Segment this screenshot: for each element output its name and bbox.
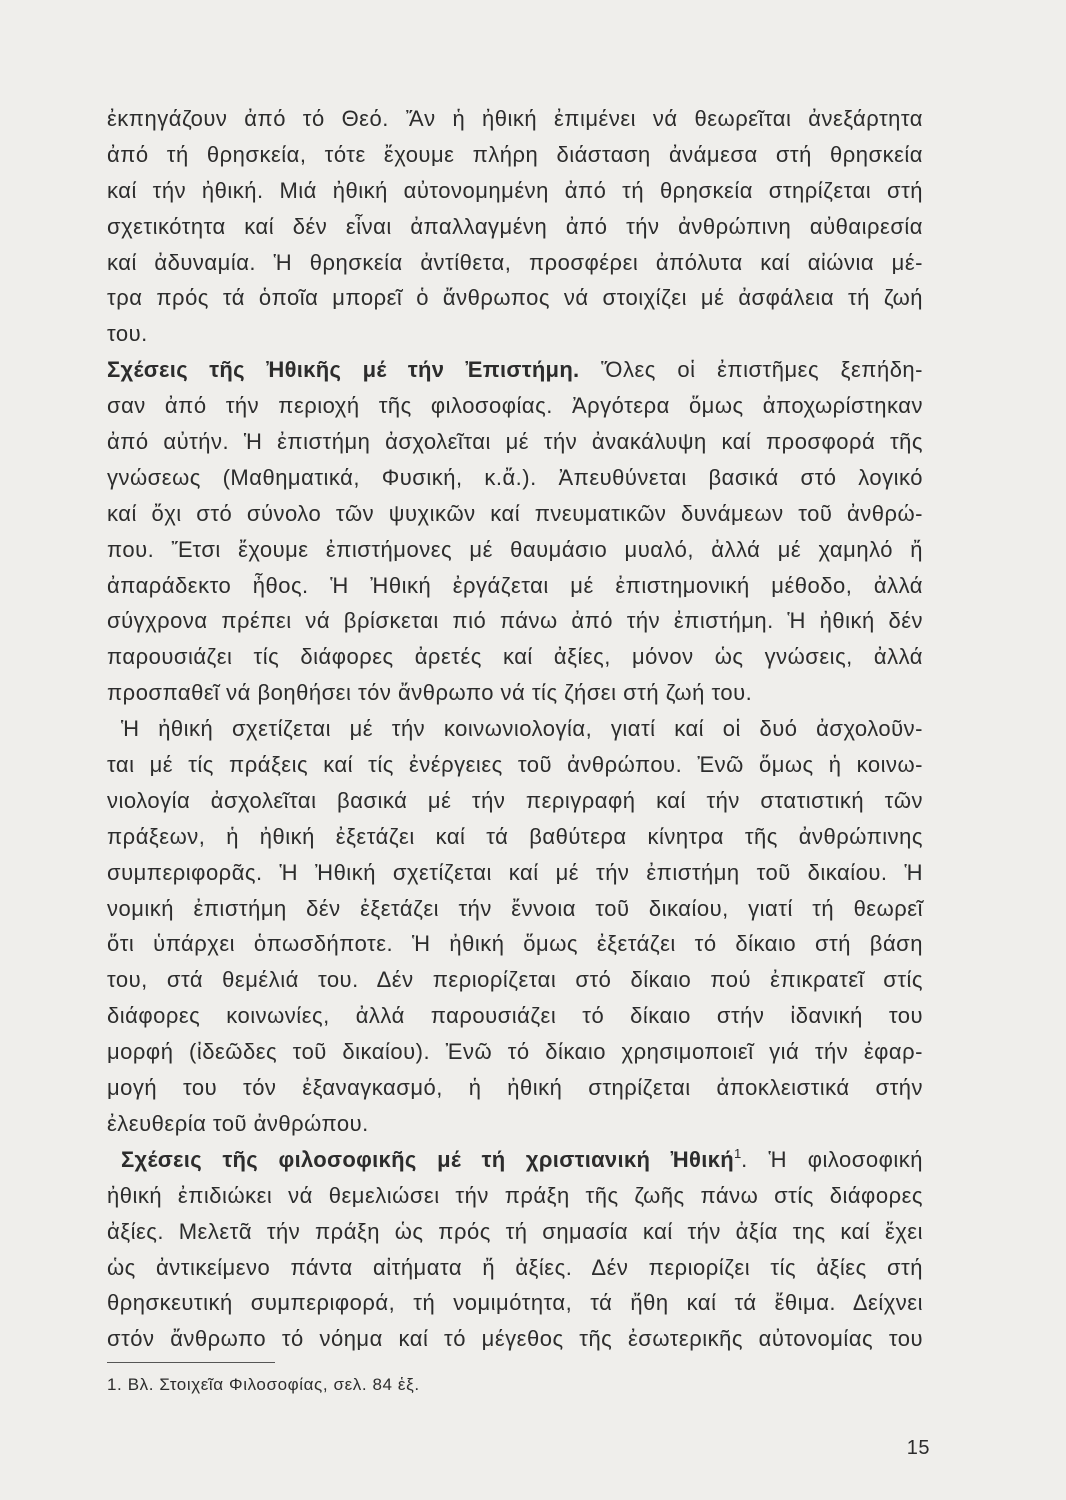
footnote-rule <box>107 1362 275 1363</box>
text-line: καί τήν ἠθική. Μιά ἠθική αὐτονομημένη ἀπό τή θρησκεία στηρίζεται στή <box>107 177 923 203</box>
text-line: συμπεριφορᾶς. Ἡ Ἠθική σχετίζεται καί μέ τήν ἐπιστήμη τοῦ δικαίου. Ἡ <box>107 859 923 885</box>
paragraph <box>107 101 923 352</box>
text-line: ἀξίες. Μελετᾶ τήν πράξη ὡς πρός τή σημασία καί τήν ἀξία της καί ἔχει <box>107 1218 923 1244</box>
section-heading: Σχέσεις τῆς Ἠθικῆς μέ τήν Ἐπιστήμη. <box>107 357 580 383</box>
section-heading: Σχέσεις τῆς φιλοσοφικῆς μέ τή χριστιανική Ἠθική <box>121 1146 734 1172</box>
paragraph <box>107 1142 923 1357</box>
text-line: ἀπαράδεκτο ἦθος. Ἡ Ἠθική ἐργάζεται μέ ἐπιστημονική μέθοδο, ἀλλά <box>107 572 923 598</box>
footnote-marker: 1. <box>107 1375 123 1394</box>
text-line: γνώσεως (Μαθηματικά, Φυσική, κ.ἄ.). Ἀπευθύνεται βασικά στό λογικό <box>107 464 923 490</box>
footnote <box>107 1374 420 1396</box>
text-line: παρουσιάζει τίς διάφορες ἀρετές καί ἀξίες, μόνον ὡς γνώσεις, ἀλλά <box>107 644 923 670</box>
paragraph <box>107 711 923 1142</box>
footnote-text: Βλ. Στοιχεῖα Φιλοσοφίας, σελ. 84 ἑξ. <box>127 1375 420 1394</box>
text-line: σχετικότητα καί δέν εἶναι ἀπαλλαγμένη ἀπό τήν ἀνθρώπινη αὐθαιρεσία <box>107 213 923 239</box>
footnote-reference: 1 <box>733 1145 742 1161</box>
text-line: προσπαθεῖ νά βοηθήσει τόν ἄνθρωπο νά τίς ζήσει στή ζωή του. <box>107 680 753 706</box>
text-line: πράξεων, ἡ ἠθική ἐξετάζει καί τά βαθύτερα κίνητρα τῆς ἀνθρώπινης <box>107 823 923 849</box>
text-line: νιολογία ἀσχολεῖται βασικά μέ τήν περιγραφή καί τήν στατιστική τῶν <box>107 787 923 813</box>
paragraph <box>107 352 923 711</box>
text-line: μογή του τόν ἐξαναγκασμό, ἡ ἠθική στηρίζεται ἀποκλειστικά στήν <box>107 1075 923 1101</box>
text-line: του. <box>107 321 148 347</box>
text-line: ἐλευθερία τοῦ ἀνθρώπου. <box>107 1110 369 1136</box>
text-line: σαν ἀπό τήν περιοχή τῆς φιλοσοφίας. Ἀργότερα ὅμως ἀποχωρίστηκαν <box>107 393 923 419</box>
text-line: ἀπό τή θρησκεία, τότε ἔχουμε πλήρη διάσταση ἀνάμεσα στή θρησκεία <box>107 141 923 167</box>
text-line: τρα πρός τά ὁποῖα μπορεῖ ὁ ἄνθρωπος νά στοιχίζει μέ ἀσφάλεια τή ζωή <box>107 285 923 311</box>
text-line: ὅτι ὑπάρχει ὁπωσδήποτε. Ἡ ἠθική ὅμως ἐξετάζει τό δίκαιο στή βάση <box>107 931 923 957</box>
page-number: 15 <box>906 1437 930 1459</box>
text-line: Ἡ ἠθική σχετίζεται μέ τήν κοινωνιολογία, γιατί καί οἱ δυό ἀσχολοῦν- <box>121 716 923 742</box>
text-line: θρησκευτική συμπεριφορά, τή νομιμότητα, τά ἤθη καί τά ἔθιμα. Δείχνει <box>107 1290 923 1316</box>
text-line: στόν ἄνθρωπο τό νόημα καί τό μέγεθος τῆς ἐσωτερικῆς αὐτονομίας του <box>107 1326 923 1352</box>
text-line: ἐκπηγάζουν ἀπό τό Θεό. Ἄν ἡ ἠθική ἐπιμένει νά θεωρεῖται ἀνεξάρτητα <box>107 106 923 131</box>
text-line: του, στά θεμέλιά του. Δέν περιορίζεται στό δίκαιο πού ἐπικρατεῖ στίς <box>107 967 923 993</box>
text-run: Ὅλες οἱ ἐπιστῆμες ξεπήδη- <box>601 357 923 383</box>
text-line: ὡς ἀντικείμενο πάντα αἰτήματα ἤ ἀξίες. Δέν περιορίζει τίς ἀξίες στή <box>107 1254 923 1280</box>
text-line: νομική ἐπιστήμη δέν ἐξετάζει τήν ἔννοια τοῦ δικαίου, γιατί τή θεωρεῖ <box>107 895 923 921</box>
text-run: . Ἡ φιλοσοφική <box>741 1146 923 1172</box>
text-line: καί ἀδυναμία. Ἡ θρησκεία ἀντίθετα, προσφέρει ἀπόλυτα καί αἰώνια μέ- <box>107 249 923 275</box>
body-text <box>107 101 923 1357</box>
text-line: μορφή (ἰδεῶδες τοῦ δικαίου). Ἐνῶ τό δίκαιο χρησιμοποιεῖ γιά τήν ἐφαρ- <box>107 1039 923 1065</box>
text-line: ται μέ τίς πράξεις καί τίς ἐνέργειες τοῦ ἀνθρώπου. Ἐνῶ ὅμως ἡ κοινω- <box>107 752 923 778</box>
text-line: σύγχρονα πρέπει νά βρίσκεται πιό πάνω ἀπό τήν ἐπιστήμη. Ἡ ἠθική δέν <box>107 608 923 634</box>
text-line: καί ὄχι στό σύνολο τῶν ψυχικῶν καί πνευματικῶν δυνάμεων τοῦ ἀνθρώ- <box>107 500 923 526</box>
text-line <box>107 352 923 388</box>
text-line: που. Ἔτσι ἔχουμε ἐπιστήμονες μέ θαυμάσιο μυαλό, ἀλλά μέ χαμηλό ἤ <box>107 536 923 562</box>
text-line: διάφορες κοινωνίες, ἀλλά παρουσιάζει τό δίκαιο στήν ἰδανική του <box>107 1003 923 1029</box>
text-line: ἠθική ἐπιδιώκει νά θεμελιώσει τήν πράξη τῆς ζωῆς πάνω στίς διάφορες <box>107 1182 923 1208</box>
text-line <box>107 1142 923 1178</box>
text-line: ἀπό αὐτήν. Ἡ ἐπιστήμη ἀσχολεῖται μέ τήν ἀνακάλυψη καί προσφορά τῆς <box>107 429 923 455</box>
